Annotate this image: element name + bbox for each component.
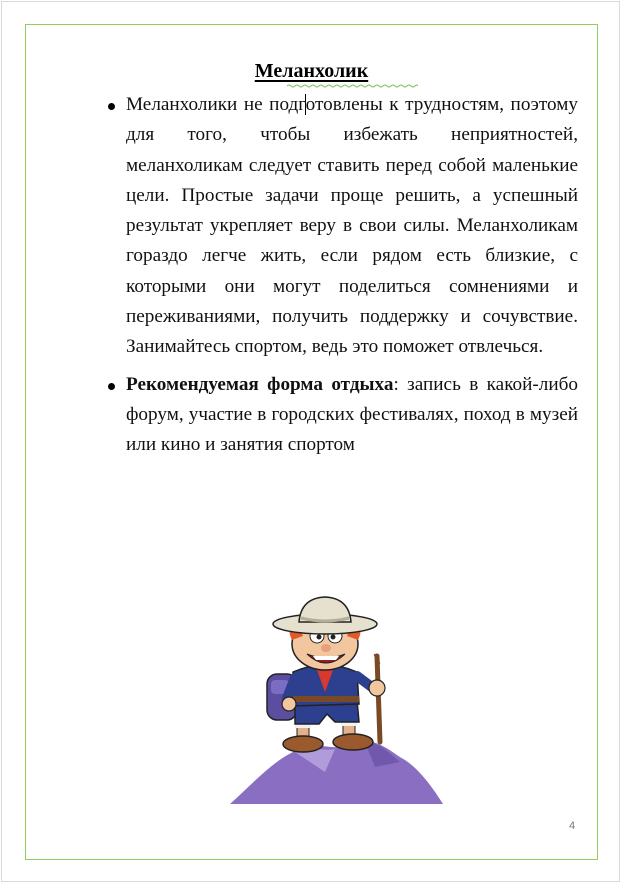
bullet-icon [108,383,115,390]
title-text: Меланхолик [254,60,369,82]
page-number: 4 [569,820,576,832]
list-item [104,370,578,461]
hiker-boy-on-mountain-icon [225,592,445,812]
bullet-icon [108,103,115,110]
page-title [0,60,623,83]
list-item [104,90,578,363]
spellcheck-underline [287,84,418,88]
list-item-bold-label: Рекомендуемая форма отдыха [126,373,394,395]
list-item-text: : запись в какой-либо форум, участие в городских фестивалях, поход в музей или кино и занятия спортом [126,373,578,456]
bullet-list [104,90,578,461]
document-body[interactable] [104,90,578,461]
list-item-text: Меланхолики не подготовлены к трудностям, поэтому для того, чтобы избежать неприятностей, меланхоликам следует ставить перед собой маленькие цели. Простые задачи проще решить, а успешный результат укрепляет веру в свои силы. Меланхоликам гораздо легче жить, если рядом есть близкие, с которыми они могут поделиться сомнениями и переживаниями, получить поддержку и сочувствие. Занимайтесь спортом, ведь это поможет отвлечься. [126,94,578,358]
